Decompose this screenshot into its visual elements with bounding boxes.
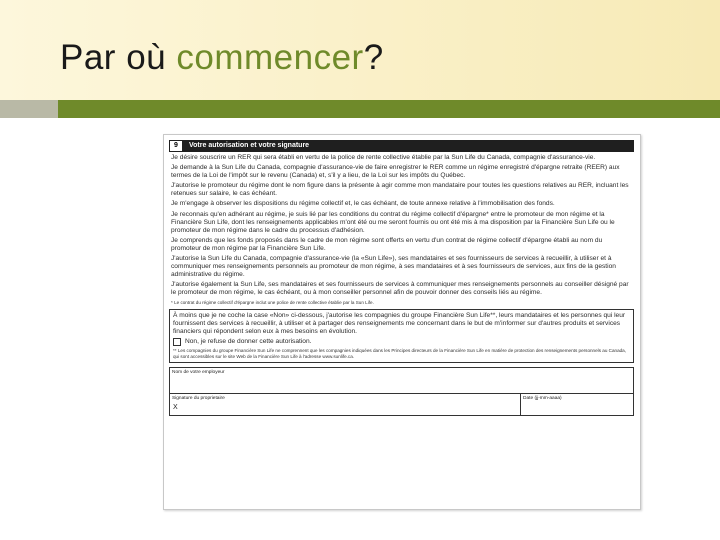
form-content <box>169 140 634 416</box>
signature-mark: X <box>173 403 178 411</box>
section-header <box>169 140 634 152</box>
footnote-contract: * Le contrat du régime collectif d'épargne inclut une police de rente collective établie par la Sun Life. <box>171 299 374 305</box>
signature-field <box>170 394 521 415</box>
title-end: ? <box>363 38 384 77</box>
employer-field <box>169 367 634 394</box>
paragraph-5: Je reconnais qu'en adhérant au régime, je suis lié par les conditions du contrat du régime collectif d'épargne* entre le promoteur de mon régime et la Financière Sun Life, dont les renseignements applicables m'ont été ou me seront fournis ou ont été mis à ma disposition par la Financière Sun Life ou le promoteur de mon régime dans le cadre du processus d'adhésion. <box>171 210 615 234</box>
date-label: Date (jj-mm-aaaa) <box>523 395 562 401</box>
slide-title <box>60 38 384 78</box>
consent-text: À moins que je ne coche la case «Non» ci-dessous, j'autorise les compagnies du groupe Financière Sun Life**, leurs mandataires et les personnes qui leur fournissent des services à recueillir, à utiliser et à partager des renseignements me concernant dans le but de m'informer sur d'autres produits et services financiers qui répondent selon eux à mes besoins en évolution. <box>173 311 626 335</box>
section-title: Votre autorisation et votre signature <box>189 142 310 149</box>
accent-bar-left <box>0 100 58 118</box>
paragraph-4: Je m'engage à observer les dispositions du régime collectif et, le cas échéant, de toute annexe relative à l'immobilisation des fonds. <box>171 200 555 208</box>
form-image <box>163 134 641 510</box>
paragraph-8: J'autorise également la Sun Life, ses mandataires et ses fournisseurs de services à communiquer mes renseignements personnels au conseiller désigné par le promoteur de mon régime, le cas échéant, ou à mon conseiller personnel afin de pouvoir donner des conseils liés au régime. <box>171 281 629 297</box>
title-accent: commencer <box>176 38 364 77</box>
paragraph-6: Je comprends que les fonds proposés dans le cadre de mon régime sont offerts en vertu d'un contrat de régime collectif d'épargne établi au nom du promoteur de mon régime par la Financière Sun Life. <box>171 236 603 252</box>
accent-bar <box>0 100 720 118</box>
paragraph-2: Je demande à la Sun Life du Canada, compagnie d'assurance-vie de faire enregistrer le RER comme un régime enregistré d'épargne retraite (REER) aux termes de la Loi de l'impôt sur le revenu (Canada) et, s'il y a lieu, de la Loi sur les impôts du Québec. <box>171 164 620 180</box>
section-number: 9 <box>169 140 183 152</box>
signature-row <box>169 393 634 416</box>
paragraph-1: Je désire souscrire un RER qui sera établi en vertu de la police de rente collective établie par la Sun Life du Canada, compagnie d'assurance-vie. <box>171 154 596 161</box>
signature-label: Signature du proprietaire <box>172 395 225 401</box>
consent-box <box>169 309 634 363</box>
paragraph-3: J'autorise le promoteur du régime dont le nom figure dans la présente à agir comme mon mandataire pour toutes les questions relatives au RER, incluant les retenues sur salaire, le cas échéant. <box>171 182 629 198</box>
refuse-label: Non, je refuse de donner cette autorisation. <box>185 338 312 346</box>
paragraph-7: J'autorise la Sun Life du Canada, compagnie d'assurance-vie (la «Sun Life»), ses mandataires et ses fournisseurs de services à recueillir, à utiliser et à communiquer mes renseignements personnels au promoteur de mon régime, à ses mandataires et à ses fournisseurs de services, aux fins de la gestion administrative du régime. <box>171 255 616 279</box>
employer-label: Nom de votre employeur <box>172 369 225 375</box>
refuse-option <box>173 338 630 346</box>
title-plain: Par où <box>60 38 177 77</box>
footnote-group: ** Les compagnies du groupe Financière Sun Life ne comprennent que les compagnies indiquées dans les Principes directeurs de la Financière Sun Life en matière de protection des renseignements personnels au Canada, qui sont accessibles sur le site Web de la Financière Sun Life à l'adresse www.sunlife.ca. <box>173 347 627 359</box>
refuse-checkbox <box>173 338 181 346</box>
date-field <box>521 394 633 415</box>
